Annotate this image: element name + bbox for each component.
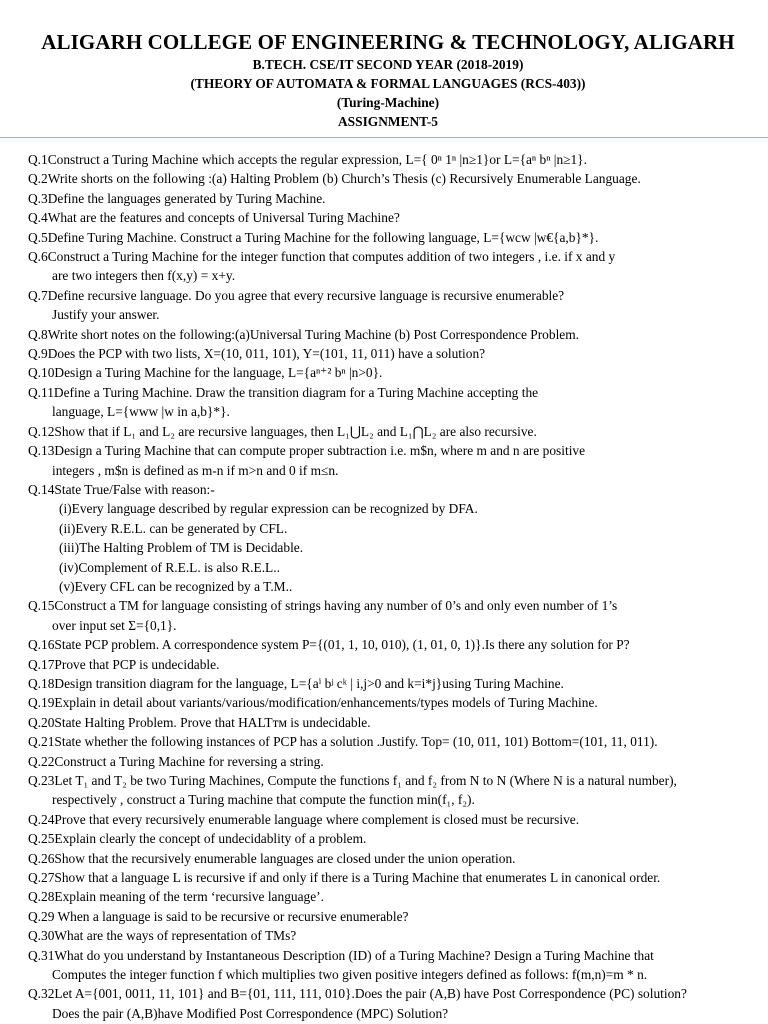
question-line: Q.14State True/False with reason:- <box>28 481 215 497</box>
question-line: Q.7Define recursive language. Do you agree that every recursive language is recursive enumerable? <box>28 287 565 303</box>
question-line: Q.22Construct a Turing Machine for reversing a string. <box>28 753 324 769</box>
question-line: Q.13Design a Turing Machine that can compute proper subtraction i.e. m$n, where m and n are positive <box>28 443 586 459</box>
question-line: Q.1Construct a Turing Machine which accepts the regular expression, L={ 0ⁿ 1ⁿ |n≥1}or L={aⁿ bⁿ |n≥1}. <box>28 152 587 167</box>
sub-item-line: (iv)Complement of R.E.L. is also R.E.L.. <box>59 559 280 575</box>
question-line: Q.17Prove that PCP is undecidable. <box>28 656 220 672</box>
document-header <box>28 0 748 131</box>
question-continuation: are two integers then f(x,y) = x+y. <box>52 268 236 284</box>
question-line: Q.19Explain in detail about variants/various/modification/enhancements/types models of Turing Machine. <box>28 695 598 711</box>
sub-item-line: (v)Every CFL can be recognized by a T.M.. <box>59 578 293 594</box>
question-line: Q.3Define the languages generated by Turing Machine. <box>28 190 326 206</box>
question-line: Q.31What do you understand by Instantaneous Description (ID) of a Turing Machine? Design a Turing Machine that <box>28 947 654 963</box>
question-continuation: respectively , construct a Turing machine that compute the function min(f₁, f₂). <box>52 792 475 808</box>
college-name: ALIGARH COLLEGE OF ENGINEERING & TECHNOLOGY, ALIGARH <box>41 30 735 54</box>
question-line: Q.24Prove that every recursively enumerable language where complement is closed must be recursive. <box>28 811 580 827</box>
question-line: Q.23Let T₁ and T₂ be two Turing Machines, Compute the functions f₁ and f₂ from N to N (Where N is a natural number), <box>28 773 677 788</box>
question-line: Q.15Construct a TM for language consisting of strings having any number of 0’s and only even number of 1’s <box>28 598 618 614</box>
question-line: Q.20State Halting Problem. Prove that HALTᴛᴍ is undecidable. <box>28 714 371 730</box>
sub-item-line: (ii)Every R.E.L. can be generated by CFL. <box>59 520 288 536</box>
subject-line: (THEORY OF AUTOMATA & FORMAL LANGUAGES (RCS-403)) <box>190 76 586 91</box>
question-line: Q.6Construct a Turing Machine for the integer function that computes addition of two integers , i.e. if x and y <box>28 249 616 265</box>
question-line: Q.2Write shorts on the following :(a) Halting Problem (b) Church’s Thesis (c) Recursively Enumerable Language. <box>28 171 641 187</box>
question-list <box>28 150 748 1023</box>
question-line: Q.12Show that if L₁ and L₂ are recursive languages, then L₁⋃L₂ and L₁⋂L₂ are also recursive. <box>28 423 537 439</box>
question-continuation: integers , m$n is defined as m-n if m>n and 0 if m≤n. <box>52 462 339 478</box>
topic-line: (Turing-Machine) <box>336 95 440 110</box>
sub-item-line: (i)Every language described by regular expression can be recognized by DFA. <box>59 501 478 517</box>
question-line: Q.29 When a language is said to be recursive or recursive enumerable? <box>28 908 409 924</box>
question-line: Q.4What are the features and concepts of Universal Turing Machine? <box>28 210 400 226</box>
question-line: Q.28Explain meaning of the term ‘recursive language’. <box>28 889 324 905</box>
question-continuation: language, L={www |w in a,b}*}. <box>52 404 230 420</box>
question-continuation: over input set Σ={0,1}. <box>52 617 177 633</box>
question-line: Q.11Define a Turing Machine. Draw the transition diagram for a Turing Machine accepting the <box>28 384 539 400</box>
question-line: Q.26Show that the recursively enumerable languages are closed under the union operation. <box>28 850 516 866</box>
question-continuation: Computes the integer function f which multiplies two given positive integers defined as follows: f(m,n)=m * n. <box>52 967 648 983</box>
question-line: Q.16State PCP problem. A correspondence system P={(01, 1, 10, 010), (1, 01, 0, 1)}.Is there any solution for P? <box>28 637 630 653</box>
question-line: Q.25Explain clearly the concept of undecidablity of a problem. <box>28 831 367 847</box>
question-line: Q.21State whether the following instances of PCP has a solution .Justify. Top= (10, 011, 101) Bottom=(101, 11, 011). <box>28 734 658 750</box>
question-line: Q.8Write short notes on the following:(a)Universal Turing Machine (b) Post Correspondence Problem. <box>28 326 579 342</box>
question-line: Q.27Show that a language L is recursive if and only if there is a Turing Machine that enumerates L in canonical order. <box>28 870 661 886</box>
question-line: Q.30What are the ways of representation of TMs? <box>28 928 297 944</box>
question-continuation: Justify your answer. <box>52 307 160 323</box>
question-line: Q.10Design a Turing Machine for the language, L={aⁿ⁺² bⁿ |n>0}. <box>28 365 383 381</box>
question-line: Q.18Design transition diagram for the language, L={aⁱ bʲ cᵏ | i,j>0 and k=i*j}using Turing Machine. <box>28 675 564 691</box>
sub-item-line: (iii)The Halting Problem of TM is Decidable. <box>59 540 304 556</box>
question-line: Q.5Define Turing Machine. Construct a Turing Machine for the following language, L={wcw |w€{a,b}*}. <box>28 229 599 245</box>
question-line: Q.9Does the PCP with two lists, X=(10, 011, 101), Y=(101, 11, 011) have a solution? <box>28 346 486 362</box>
question-line: Q.32Let A={001, 0011, 11, 101} and B={01, 111, 111, 010}.Does the pair (A,B) have Post Correspondence (PC) solution? <box>28 986 687 1002</box>
question-continuation: Does the pair (A,B)have Modified Post Correspondence (MPC) Solution? <box>52 1005 449 1021</box>
program-line: B.TECH. CSE/IT SECOND YEAR (2018-2019) <box>252 57 524 72</box>
header-divider <box>0 137 768 138</box>
assignment-title: ASSIGNMENT-5 <box>338 114 438 129</box>
